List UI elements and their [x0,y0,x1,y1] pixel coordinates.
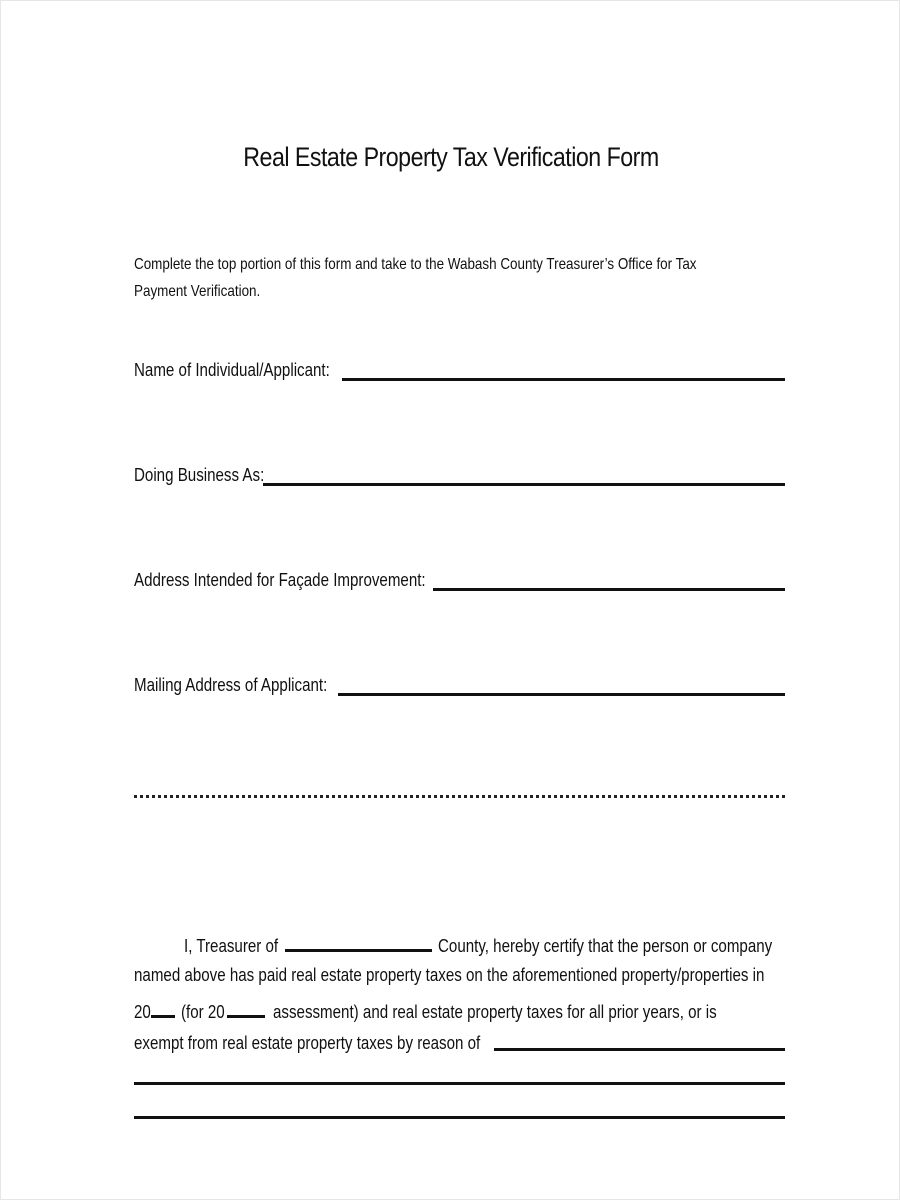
facade-address-row [134,562,785,592]
certification-line-1: I, Treasurer of County, hereby certify that the person or company [184,931,835,957]
exempt-reason-line-3[interactable] [134,1116,785,1119]
form-instructions [134,251,722,305]
certification-line-2: named above has paid real estate property taxes on the aforementioned property/properties in [134,965,765,985]
doing-business-as-field[interactable] [263,483,785,486]
certification-line-3: 20 (for 20 assessment) and real estate property taxes for all prior years, or is [134,997,785,1023]
mailing-address-continuation-line[interactable] [134,795,785,798]
certification-line-4: exempt from real estate property taxes by reason of [134,1030,785,1054]
county-blank-field[interactable] [285,931,432,952]
exempt-reason-line-2[interactable] [134,1082,785,1085]
mailing-address-row [134,667,785,697]
facade-address-field[interactable] [433,588,785,591]
assessment-year-blank-field[interactable] [227,997,265,1018]
mailing-address-field[interactable] [338,693,785,696]
applicant-name-label: Name of Individual/Applicant: [134,360,330,380]
doing-business-as-row [134,457,785,487]
facade-address-label: Address Intended for Façade Improvement: [134,570,426,590]
instructions-line-2: Payment Verification. [134,283,261,300]
form-title: Real Estate Property Tax Verification Form [243,142,659,172]
instructions-line-1: Complete the top portion of this form and take to the Wabash County Treasurer’s Office for Tax [134,256,697,273]
mailing-address-label: Mailing Address of Applicant: [134,675,328,695]
doing-business-as-label: Doing Business As: [134,465,265,485]
paid-year-blank-field[interactable] [151,997,175,1018]
applicant-name-row [134,352,785,382]
applicant-name-field[interactable] [342,378,785,381]
exempt-reason-blank-field[interactable] [494,1030,785,1051]
